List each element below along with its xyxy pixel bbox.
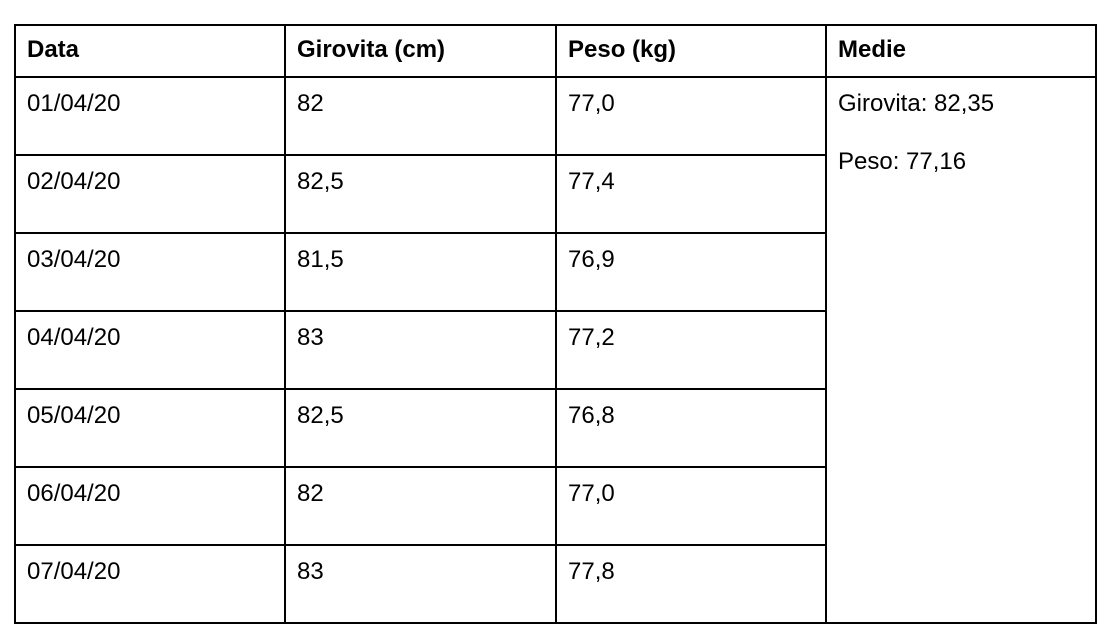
table-row: [15, 77, 1096, 155]
cell-peso: 77,2: [556, 311, 826, 389]
cell-peso: 77,4: [556, 155, 826, 233]
cell-girovita: 81,5: [285, 233, 556, 311]
cell-data: 03/04/20: [15, 233, 285, 311]
header-medie: Medie: [826, 25, 1096, 77]
header-row: [15, 25, 1096, 77]
cell-girovita: 82: [285, 467, 556, 545]
cell-girovita: 83: [285, 545, 556, 623]
cell-data: 06/04/20: [15, 467, 285, 545]
cell-data: 05/04/20: [15, 389, 285, 467]
average-girovita: Girovita: 82,35: [838, 90, 995, 117]
cell-peso: 76,9: [556, 233, 826, 311]
cell-data: 01/04/20: [15, 77, 285, 155]
cell-girovita: 82,5: [285, 155, 556, 233]
header-girovita: Girovita (cm): [285, 25, 556, 77]
cell-data: 02/04/20: [15, 155, 285, 233]
average-peso: Peso: 77,16: [838, 148, 967, 175]
measurements-table: [14, 24, 1097, 624]
cell-girovita: 82,5: [285, 389, 556, 467]
cell-peso: 76,8: [556, 389, 826, 467]
header-data: Data: [15, 25, 285, 77]
cell-peso: 77,8: [556, 545, 826, 623]
header-peso: Peso (kg): [556, 25, 826, 77]
cell-girovita: 83: [285, 311, 556, 389]
cell-data: 04/04/20: [15, 311, 285, 389]
cell-peso: 77,0: [556, 77, 826, 155]
cell-peso: 77,0: [556, 467, 826, 545]
cell-data: 07/04/20: [15, 545, 285, 623]
averages-cell: [826, 77, 1096, 623]
cell-girovita: 82: [285, 77, 556, 155]
